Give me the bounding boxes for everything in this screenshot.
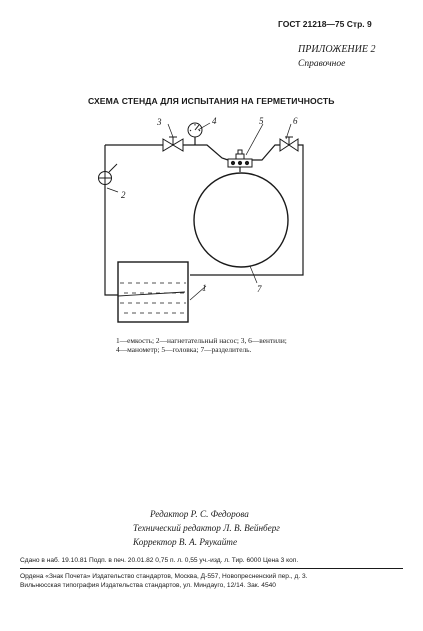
appendix-title: ПРИЛОЖЕНИЕ 2 [298,44,376,55]
valve-icon [163,137,183,151]
page-number: Стр. 9 [346,19,372,29]
label-5: 5 [259,116,264,126]
separator-circle [194,173,288,267]
gost-number: ГОСТ 21218—75 [278,19,345,29]
test-head-icon [228,150,252,167]
valve-icon [280,137,298,151]
corrector-credit: Корректор В. А. Ряукайте [133,537,238,547]
scheme-caption-line-2: 4—манометр; 5—головка; 7—разделитель. [116,345,252,354]
imprint-line-1: Сдано в наб. 19.10.81 Подп. в печ. 20.01.82 0,75 п. л. 0,55 уч.-изд. л. Тир. 6000 Цена 3 коп. [20,557,299,564]
label-4: 4 [212,116,217,126]
left-pipe [105,145,118,295]
pressure-gauge-icon [188,123,202,137]
imprint-line-2: Ордена «Знак Почета» Издательство стандартов, Москва, Д-557, Новопресненский пер., д. 3. [20,573,308,580]
tech-editor-credit: Технический редактор Л. В. Вейнберг [133,523,280,533]
label-7: 7 [257,284,262,294]
imprint-line-3: Вильнюсская типография Издательства стандартов, ул. Миндауго, 12/14. Зак. 4540 [20,582,276,589]
tank-container [118,262,188,322]
pipe-head-right [252,145,280,160]
label-2: 2 [121,190,126,200]
editor-credit: Редактор Р. С. Федорова [150,509,249,519]
label-3: 3 [157,117,162,127]
appendix-subtitle: Справочное [298,59,346,69]
leader-5 [246,124,263,155]
label-6: 6 [293,116,298,126]
leader-2 [107,188,118,192]
label-1: 1 [202,283,207,293]
leader-3 [168,124,173,137]
imprint-divider [20,568,403,569]
scheme-caption-line-1: 1—емкость; 2—нагнетательный насос; 3, 6—вентили; [116,336,287,345]
pump-icon [99,164,118,185]
scheme-title: СХЕМА СТЕНДА ДЛЯ ИСПЫТАНИЯ НА ГЕРМЕТИЧНОСТЬ [88,96,335,106]
pipe-to-head [183,145,228,160]
